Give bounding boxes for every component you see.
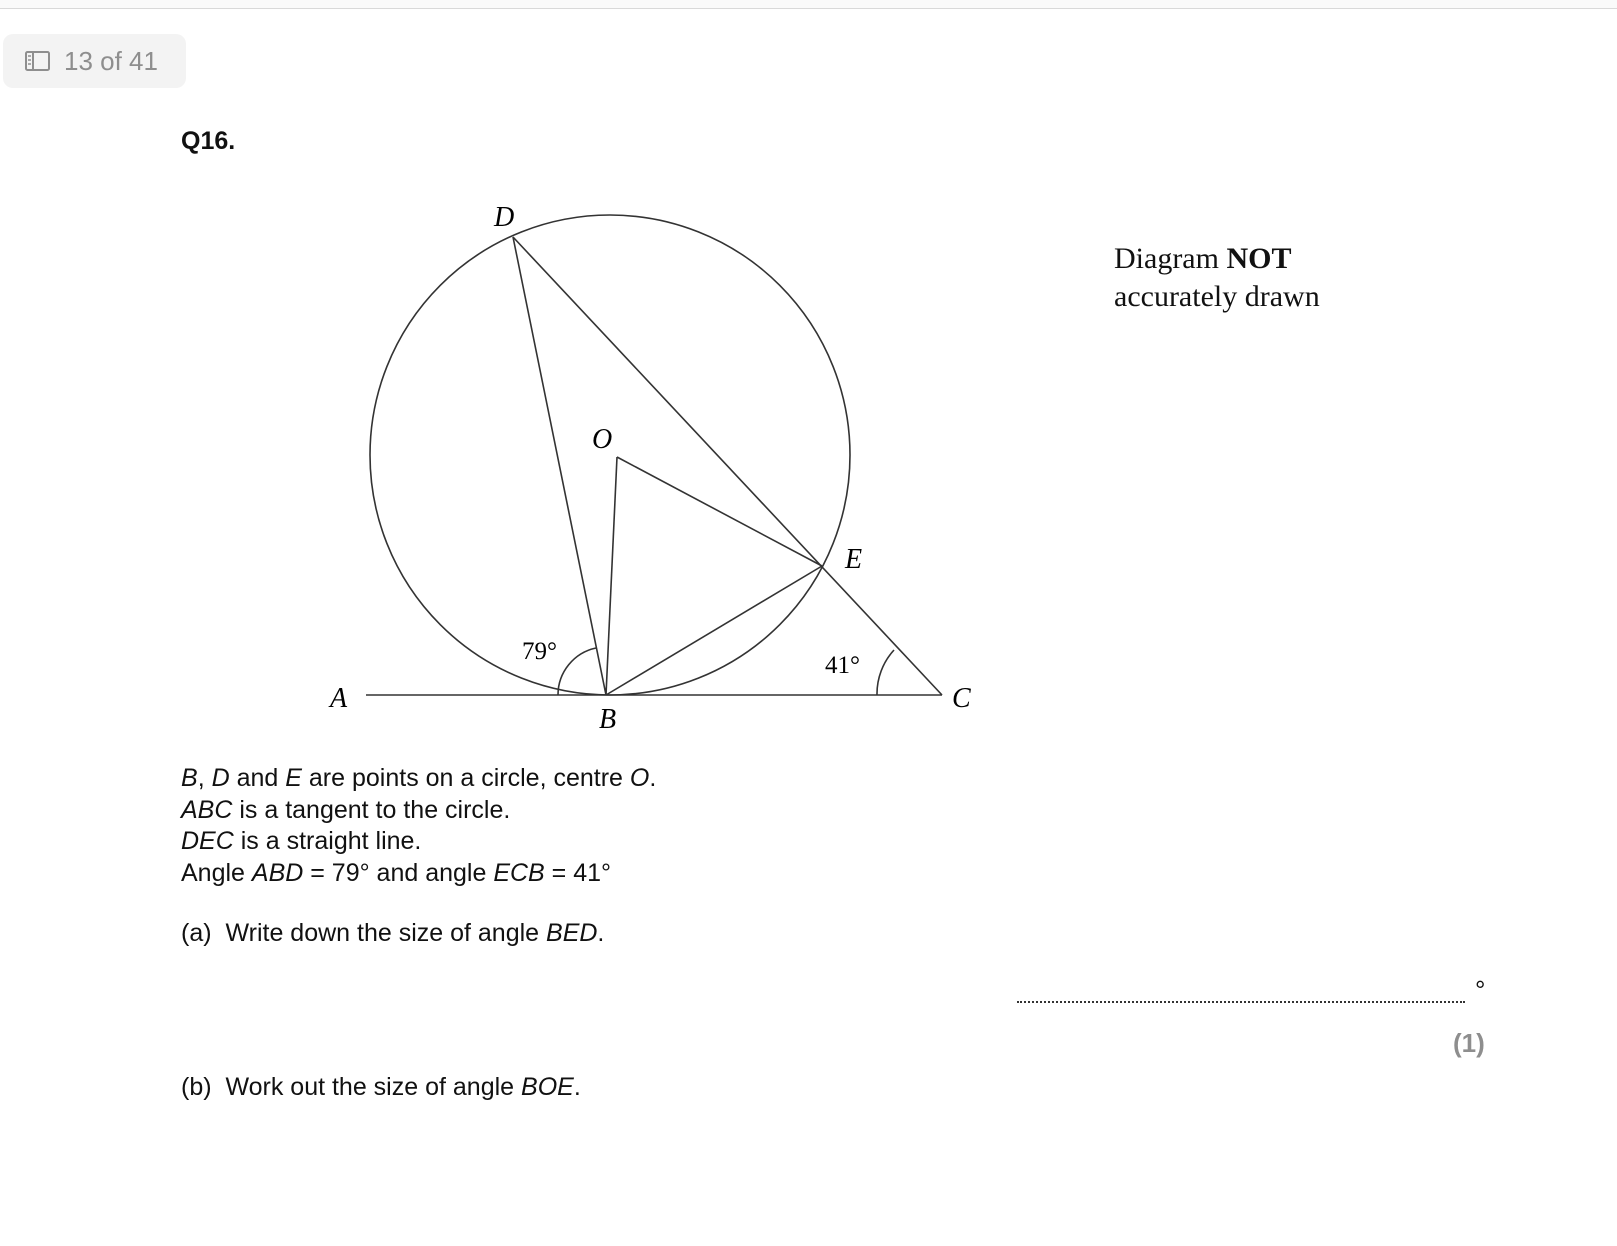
radius-oe: [617, 457, 822, 566]
point-label-e: E: [845, 544, 863, 575]
statement-text: = 79° and angle: [303, 858, 494, 887]
angle-arc-ecb: [877, 650, 894, 695]
part-a-label: (a): [181, 919, 212, 947]
point-label-d: D: [494, 202, 515, 233]
marks-a: (1): [1453, 1028, 1485, 1058]
chord-be: [606, 566, 822, 695]
statement-text: are points on a circle, centre: [301, 764, 630, 792]
statement-text: and: [229, 764, 286, 792]
point-name: ECB: [493, 858, 545, 887]
part-b: [181, 1073, 581, 1102]
part-a-end: .: [597, 919, 605, 947]
part-b-end: .: [573, 1073, 581, 1101]
answer-line-a[interactable]: [1017, 1001, 1465, 1003]
point-name: ABC: [181, 795, 233, 824]
point-name: E: [285, 764, 302, 792]
answer-unit-a: °: [1475, 975, 1486, 1005]
part-a-angle: BED: [546, 919, 598, 947]
point-label-o: O: [592, 424, 613, 455]
statement-text: Angle: [181, 858, 252, 887]
question-number: Q16.: [181, 127, 236, 155]
point-name: O: [629, 764, 650, 792]
point-name: DEC: [181, 827, 234, 855]
note-text-line2: accurately drawn: [1114, 280, 1320, 313]
point-name: B: [181, 764, 198, 792]
part-b-text: Work out the size of angle: [225, 1073, 522, 1101]
diagram-note: [1114, 240, 1320, 316]
statement-text: is a straight line.: [233, 827, 422, 855]
page-indicator-label: 13 of 41: [64, 45, 158, 76]
statement-text: is a tangent to the circle.: [232, 795, 511, 824]
statement-text: ,: [197, 764, 212, 792]
line-dec: [513, 237, 942, 695]
point-label-a: A: [330, 683, 348, 714]
question-statements: [181, 763, 656, 889]
point-name: ABD: [251, 858, 304, 887]
angle-arc-abd: [558, 648, 596, 695]
note-emphasis: NOT: [1226, 242, 1292, 275]
point-label-b: B: [599, 704, 617, 735]
statement-line-2: [181, 795, 656, 827]
point-label-c: C: [952, 683, 971, 714]
statement-line-4: [181, 858, 656, 890]
angle-label-ecb: 41°: [825, 652, 860, 679]
statement-line-3: [181, 826, 656, 858]
point-name: D: [211, 764, 230, 792]
statement-line-1: [181, 763, 656, 795]
part-a: [181, 919, 604, 948]
chord-bd: [513, 237, 606, 695]
part-b-angle: BOE: [521, 1073, 574, 1101]
statement-text: .: [649, 764, 657, 792]
part-b-label: (b): [181, 1073, 212, 1101]
part-a-text: Write down the size of angle: [225, 919, 547, 947]
statement-text: = 41°: [544, 858, 612, 887]
angle-label-abd: 79°: [522, 638, 557, 665]
note-text: Diagram: [1114, 242, 1227, 275]
radius-bo: [606, 457, 617, 695]
